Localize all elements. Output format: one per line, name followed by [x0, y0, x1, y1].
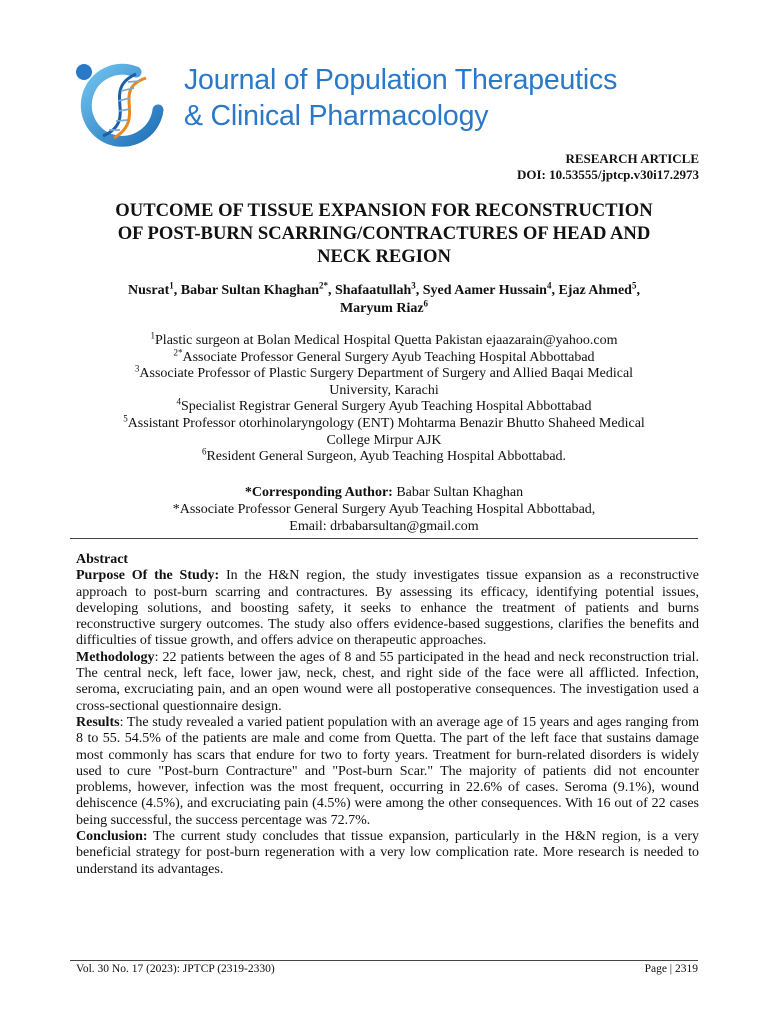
- paper-title: [70, 199, 698, 268]
- affiliation-sup: 2*: [173, 346, 183, 357]
- dna-helix-logo-icon: [70, 58, 170, 148]
- footer-divider: [70, 960, 698, 961]
- title-line: NECK REGION: [317, 246, 451, 267]
- affiliation-continuation: University, Karachi: [329, 382, 439, 398]
- author-list: Nusrat$^1$, Babar Sultan Khaghan$^{2*}$, Shafaatullah$^3$, Syed Aamer Hussain$^4$, Ejaz Ahmed$^5$, Maryum Riaz$^6$: [128, 280, 640, 316]
- abstract-conclusion: [76, 829, 699, 878]
- results-text: : The study revealed a varied patient population with an average age of 15 years and ages ranging from 8 to 55. 54.5% of the patients are male and come from Quetta. The part of the left face that sustains damage most commonly has scars that endure for two to forty years. Treatment for burn-related disorders is widely used to cure "Post-burn Contracture" and "Post-burn Scar." The majority of patients did not encounter problems, however, infection was the most frequent, occurring in 22.6% of cases. Seroma (9.1%), wound dehiscence (4.5%), and excruciating pain (4.5%) were among the other consequences. With 16 out of 22 cases being successful, the success percentage was 72.7%.: [76, 714, 699, 828]
- affiliation-text: Assistant Professor otorhinolaryngology (ENT) Mohtarma Benazir Bhutto Shaheed Medical: [127, 415, 645, 431]
- title-line: OF POST-BURN SCARRING/CONTRACTURES OF HEAD AND: [117, 223, 651, 244]
- affiliation-text: Resident General Surgeon, Ayub Teaching Hospital Abbottabad.: [206, 449, 567, 465]
- affiliation-text: Specialist Registrar General Surgery Ayub Teaching Hospital Abbottabad: [180, 399, 592, 415]
- author-sup: 2*: [319, 280, 328, 291]
- corresponding-email: Email: drbabarsultan@gmail.com: [289, 518, 479, 534]
- affiliation-sup: 4: [176, 396, 181, 407]
- article-doi: DOI: 10.53555/jptcp.v30i17.2973: [517, 167, 699, 182]
- affiliation-item: [90, 396, 678, 416]
- abstract-heading: Abstract: [76, 552, 129, 567]
- conclusion-text: The current study concludes that tissue expansion, particularly in the H&N region, is a very beneficial strategy for post-burn regeneration with a very low complication rate. More research is needed to understand its advantages.: [76, 829, 700, 877]
- affiliation-item: [90, 413, 678, 433]
- article-type: RESEARCH ARTICLE: [565, 151, 699, 166]
- corresponding-name: Babar Sultan Khaghan: [396, 485, 524, 500]
- abstract-methodology: [76, 650, 699, 715]
- journal-header: [70, 58, 710, 148]
- affiliation-sup: 1: [150, 330, 156, 341]
- abstract-results: [76, 715, 699, 829]
- author-sup: 5: [631, 280, 637, 291]
- methodology-text: : 22 patients between the ages of 8 and 55 participated in the head and neck reconstruction trial. The central neck, left face, lower jaw, neck, chest, and right side of the face were all afflicted. Infection, seroma, excruciating pain, and an open wound were all postoperative consequences. The investigation used a cross-sectional questionnaire design.: [76, 649, 699, 714]
- purpose-label: Purpose Of the Study:: [76, 568, 220, 584]
- corresponding-position: *Associate Professor General Surgery Ayub Teaching Hospital Abbottabad,: [172, 501, 596, 517]
- purpose-text: In the H&N region, the study investigates tissue expansion as a reconstructive approach to post-burn scarring and contractures. By assessing its efficacy, identifying potential issues, developing solutions, and boosting safety, it seeks to enhance the treatment of patients and burns reconstructive surgery outcomes. The study also offers evidence-based suggestions, clarifies the benefits and difficulties of tissue growth, and offers advice on therapeutic approaches.: [76, 568, 699, 649]
- author-name: Syed Aamer Hussain: [422, 283, 547, 298]
- author-sup: 1: [169, 280, 174, 291]
- affiliation-text: Associate Professor General Surgery Ayub Teaching Hospital Abbottabad: [182, 349, 595, 365]
- affiliation-text: Associate Professor of Plastic Surgery Department of Surgery and Allied Baqai Medical: [139, 366, 634, 382]
- footer-citation: Vol. 30 No. 17 (2023): JPTCP (2319-2330): [76, 963, 275, 975]
- section-divider: [70, 538, 698, 539]
- conclusion-label: Conclusion:: [76, 829, 148, 845]
- affiliation-continuation: College Mirpur AJK: [326, 432, 442, 448]
- author-name: Babar Sultan Khaghan: [180, 283, 319, 298]
- affiliation-item: [90, 446, 678, 466]
- abstract-purpose: [76, 568, 699, 649]
- affiliation-item: [90, 363, 678, 383]
- title-line: OUTCOME OF TISSUE EXPANSION FOR RECONSTRUCTION: [115, 200, 653, 221]
- journal-title-line1: Journal of Population Therapeutics: [184, 64, 618, 96]
- journal-title: [184, 62, 617, 134]
- author-sup: 4: [546, 280, 552, 291]
- abstract: [76, 552, 699, 878]
- journal-title-line2: & Clinical Pharmacology: [184, 100, 489, 132]
- author-name: Shafaatullah: [335, 283, 412, 298]
- article-meta: [517, 151, 699, 183]
- corresponding-author: [70, 485, 698, 535]
- affiliation-sup: 5: [123, 413, 128, 424]
- affiliation-sup: 6: [201, 446, 207, 457]
- affiliation-sup: 3: [134, 363, 140, 374]
- corresponding-label: *Corresponding Author:: [244, 485, 393, 500]
- author-sup: 3: [411, 280, 416, 291]
- affiliation-text: Plastic surgeon at Bolan Medical Hospital Quetta Pakistan ejaazarain@yahoo.com: [155, 333, 618, 348]
- results-label: Results: [76, 714, 120, 730]
- author-name: Nusrat: [128, 283, 170, 298]
- author-sup: 6: [423, 298, 429, 309]
- methodology-label: Methodology: [76, 649, 155, 665]
- affiliation-item: [90, 346, 678, 367]
- page-number: Page | 2319: [644, 963, 698, 975]
- affiliation-list: [90, 330, 678, 466]
- author-name: Maryum Riaz: [339, 301, 424, 316]
- author-name: Ejaz Ahmed: [558, 283, 632, 298]
